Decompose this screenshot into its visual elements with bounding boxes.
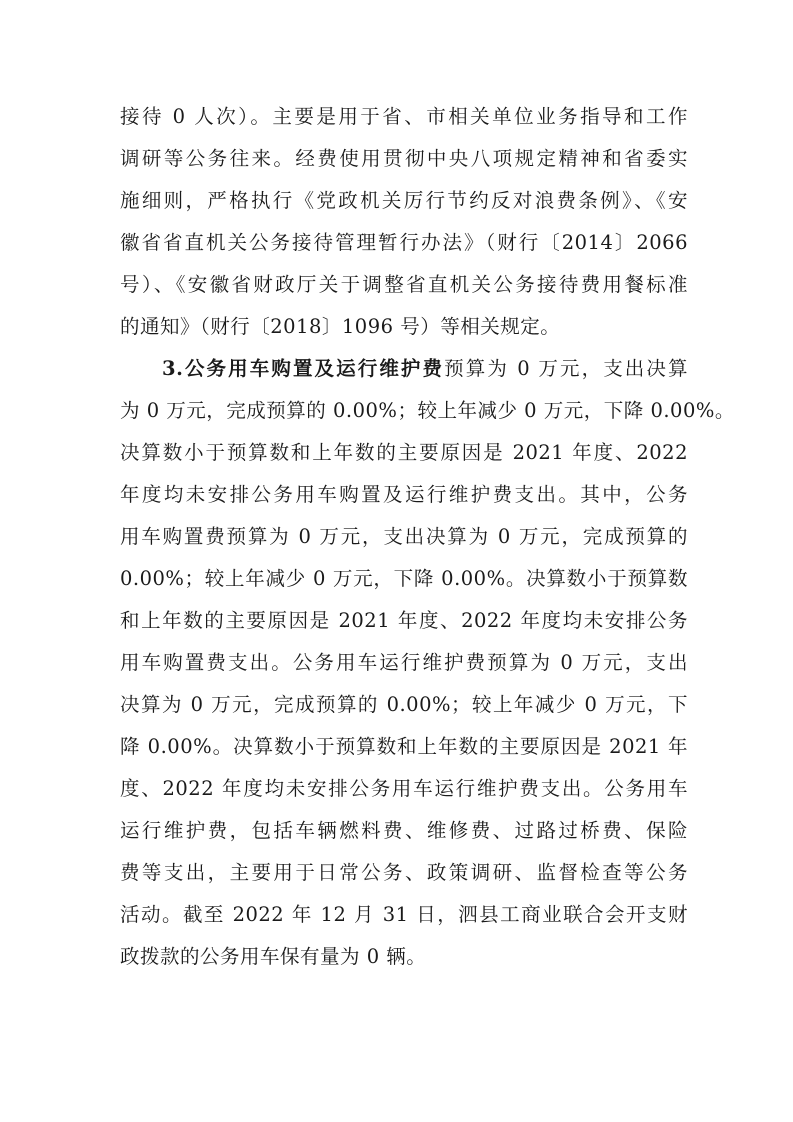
text-line: 降 0.00%。决算数小于预算数和上年数的主要原因是 2021 年	[120, 735, 688, 758]
text-span: 预算为 0 万元，支出决算	[444, 357, 688, 380]
section-heading: 3.公务用车购置及运行维护费	[162, 357, 445, 380]
text-line: 徽省省直机关公务接待管理暂行办法》（财行〔2014〕2066	[120, 231, 688, 254]
text-line: 和上年数的主要原因是 2021 年度、2022 年度均未安排公务	[120, 609, 688, 632]
text-line: 政拨款的公务用车保有量为 0 辆。	[120, 945, 427, 968]
text-line: 用车购置费预算为 0 万元，支出决算为 0 万元，完成预算的	[120, 525, 688, 548]
text-line: 0.00%；较上年减少 0 万元，下降 0.00%。决算数小于预算数	[120, 567, 688, 590]
text-line: 年度均未安排公务用车购置及运行维护费支出。其中，公务	[120, 483, 688, 506]
text-line: 活动。截至 2022 年 12 月 31 日，泗县工商业联合会开支财	[120, 903, 688, 926]
text-line: 为 0 万元，完成预算的 0.00%；较上年减少 0 万元，下降 0.00%。	[120, 399, 735, 422]
text-line: 调研等公务往来。经费使用贯彻中央八项规定精神和省委实	[120, 147, 688, 170]
paragraph-vehicle-expenses	[120, 348, 735, 978]
text-line: 用车购置费支出。公务用车运行维护费预算为 0 万元，支出	[120, 651, 688, 674]
text-line: 号）、《安徽省财政厅关于调整省直机关公务接待费用餐标准	[120, 273, 688, 296]
text-line: 施细则，严格执行《党政机关厉行节约反对浪费条例》、《安	[120, 189, 688, 212]
text-line: 运行维护费，包括车辆燃料费、维修费、过路过桥费、保险	[120, 819, 688, 842]
text-line	[120, 348, 688, 390]
text-line: 决算为 0 万元，完成预算的 0.00%；较上年减少 0 万元，下	[120, 693, 688, 716]
document-page	[120, 96, 735, 978]
text-line: 度、2022 年度均未安排公务用车运行维护费支出。公务用车	[120, 777, 688, 800]
text-line: 的通知》（财行〔2018〕1096 号）等相关规定。	[120, 315, 561, 338]
text-line: 费等支出，主要用于日常公务、政策调研、监督检查等公务	[120, 861, 688, 884]
text-line: 决算数小于预算数和上年数的主要原因是 2021 年度、2022	[120, 441, 688, 464]
text-line: 接待 0 人次）。主要是用于省、市相关单位业务指导和工作	[120, 105, 688, 128]
paragraph-reception	[120, 96, 688, 348]
